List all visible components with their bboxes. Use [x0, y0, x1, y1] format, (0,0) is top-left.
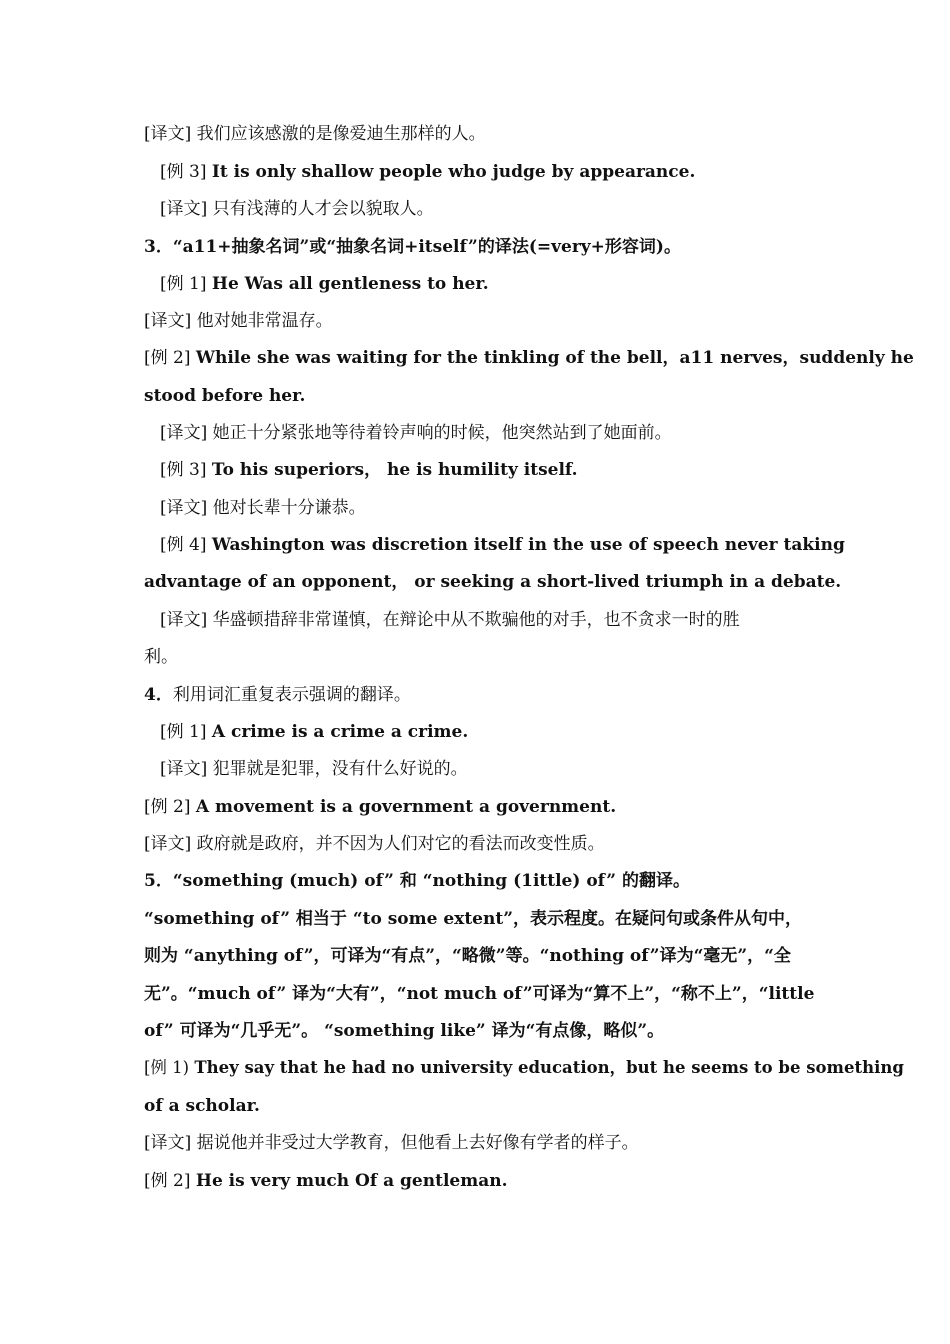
- translation-line: [译文] 他对长辈十分谦恭。: [160, 498, 366, 518]
- example-line: [例 4] Washington was discretion itself in the use of speech never taking: [160, 535, 845, 555]
- translation-line: [译文] 犯罪就是犯罪，没有什么好说的。: [160, 759, 468, 779]
- translation-line: [译文] 她正十分紧张地等待着铃声响的时候，他突然站到了她面前。: [160, 423, 672, 443]
- translation-line: [译文] 他对她非常温存。: [144, 311, 333, 331]
- example-line-continued: advantage of an opponent， or seeking a short-lived triumph in a debate.: [144, 572, 842, 592]
- section-heading: 5．“something (much) of” 和 “nothing (1ittle) of” 的翻译。: [144, 871, 690, 891]
- body-paragraph-line: 则为 “anything of”，可译为“有点”，“略微”等。“nothing of”译为“毫无”，“全: [144, 946, 791, 966]
- example-line: [例 3] It is only shallow people who judge by appearance.: [160, 162, 696, 182]
- translation-line: [译文] 我们应该感激的是像爱迪生那样的人。: [144, 124, 486, 144]
- translation-line-continued: 利。: [144, 647, 178, 667]
- translation-line: [译文] 政府就是政府，并不因为人们对它的看法而改变性质。: [144, 834, 605, 854]
- section-heading: 4．利用词汇重复表示强调的翻译。: [144, 685, 411, 705]
- body-paragraph-line: 无”。“much of” 译为“大有”，“not much of”可译为“算不上”，“称不上”，“little: [144, 984, 815, 1004]
- translation-line: [译文] 华盛顿措辞非常谨慎，在辩论中从不欺骗他的对手，也不贪求一时的胜: [160, 610, 740, 630]
- example-line: [例 1] He Was all gentleness to her.: [160, 274, 489, 294]
- example-line: [例 2] A movement is a government a government.: [144, 797, 617, 817]
- section-heading: 3．“a11+抽象名词”或“抽象名词+itself”的译法(=very+形容词)。: [144, 237, 681, 257]
- translation-line: [译文] 只有浅薄的人才会以貌取人。: [160, 199, 434, 219]
- example-line: [例 2] He is very much Of a gentleman.: [144, 1171, 508, 1191]
- example-line: [例 2] While she was waiting for the tinkling of the bell，a11 nerves，suddenly he: [144, 348, 914, 368]
- translation-line: [译文] 据说他并非受过大学教育，但他看上去好像有学者的样子。: [144, 1133, 639, 1153]
- body-paragraph-line: “something of” 相当于 “to some extent”，表示程度。在疑问句或条件从句中，: [144, 909, 802, 929]
- body-paragraph-line: of” 可译为“几乎无”。 “something like” 译为“有点像，略似”。: [144, 1021, 665, 1041]
- example-line: [例 1] A crime is a crime a crime.: [160, 722, 469, 742]
- example-line: [例 1) They say that he had no university education，but he seems to be something: [144, 1058, 904, 1077]
- example-line: [例 3] To his superiors， he is humility itself.: [160, 460, 578, 480]
- example-line-continued: of a scholar.: [144, 1096, 260, 1116]
- example-line-continued: stood before her.: [144, 386, 306, 406]
